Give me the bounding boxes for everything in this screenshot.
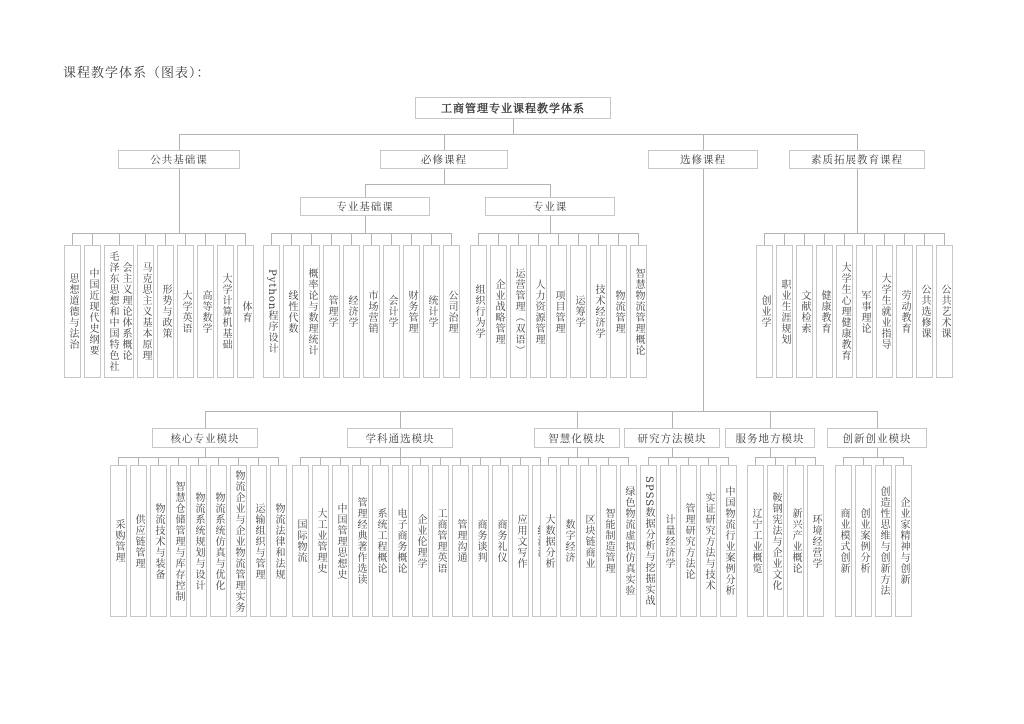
course-box: 采购管理 bbox=[110, 465, 127, 617]
connector-tick bbox=[588, 457, 589, 465]
course-item bbox=[403, 233, 420, 378]
course-box: 运营管理（双语） bbox=[510, 245, 527, 378]
course-item bbox=[512, 457, 529, 617]
course-box: 商务谈判 bbox=[472, 465, 489, 617]
connector-tick bbox=[340, 457, 341, 465]
connector-tick bbox=[784, 233, 785, 245]
course-item bbox=[700, 457, 717, 617]
course-item bbox=[197, 233, 214, 378]
course-item bbox=[363, 233, 380, 378]
connector-line bbox=[770, 411, 771, 428]
connector-tick bbox=[360, 457, 361, 465]
node-module-innovation: 创新创业模块 bbox=[827, 428, 927, 448]
course-item bbox=[640, 457, 657, 617]
node-module-general: 学科通选模块 bbox=[347, 428, 453, 448]
course-item bbox=[767, 457, 784, 617]
course-box: 经济学 bbox=[343, 245, 360, 378]
course-box: 大工业管理史 bbox=[312, 465, 329, 617]
course-item bbox=[432, 457, 449, 617]
connector-tick bbox=[520, 457, 521, 465]
group-pro-courses bbox=[470, 233, 647, 378]
course-box: 物流系统仿真与优化 bbox=[210, 465, 227, 617]
course-item bbox=[130, 457, 147, 617]
connector-tick bbox=[245, 233, 246, 245]
course-box: 统计学 bbox=[423, 245, 440, 378]
course-box: 智慧物流管理概论 bbox=[630, 245, 647, 378]
connector-line bbox=[365, 184, 366, 197]
connector-tick bbox=[371, 233, 372, 245]
course-item bbox=[660, 457, 677, 617]
connector-tick bbox=[498, 233, 499, 245]
course-item bbox=[875, 457, 892, 617]
course-box: 应用文写作 bbox=[512, 465, 529, 617]
course-item bbox=[190, 457, 207, 617]
connector-tick bbox=[864, 233, 865, 245]
course-item bbox=[110, 457, 127, 617]
course-item bbox=[610, 233, 627, 378]
course-item bbox=[84, 233, 101, 378]
connector-tick bbox=[648, 457, 649, 465]
course-box: 中国近现代史纲要 bbox=[84, 245, 101, 378]
course-item bbox=[835, 457, 852, 617]
course-box: 国际物流 bbox=[292, 465, 309, 617]
connector-line bbox=[179, 134, 858, 135]
connector-tick bbox=[205, 233, 206, 245]
connector-line bbox=[400, 411, 401, 428]
connector-tick bbox=[185, 233, 186, 245]
connector-tick bbox=[138, 457, 139, 465]
connector-line bbox=[672, 448, 673, 457]
connector-tick bbox=[688, 457, 689, 465]
course-box: 环境经营学 bbox=[807, 465, 824, 617]
connector-line bbox=[365, 184, 551, 185]
connector-tick bbox=[638, 233, 639, 245]
node-module-smart: 智慧化模块 bbox=[534, 428, 620, 448]
course-box: 高等数学 bbox=[197, 245, 214, 378]
course-item bbox=[620, 457, 637, 617]
connector-tick bbox=[165, 233, 166, 245]
course-item bbox=[237, 233, 254, 378]
connector-line bbox=[444, 169, 445, 184]
node-pro: 专业课 bbox=[485, 197, 615, 216]
connector-line bbox=[365, 216, 366, 233]
course-box: 数字经济 bbox=[560, 465, 577, 617]
course-box: 物流法律和法规 bbox=[270, 465, 287, 617]
connector-tick bbox=[300, 457, 301, 465]
connector-tick bbox=[92, 233, 93, 245]
course-item bbox=[816, 233, 833, 378]
connector-tick bbox=[271, 233, 272, 245]
course-box: 企业家精神与创新 bbox=[895, 465, 912, 617]
course-box: 大学生就业指导 bbox=[876, 245, 893, 378]
course-item bbox=[157, 233, 174, 378]
course-item bbox=[283, 233, 300, 378]
course-item bbox=[177, 233, 194, 378]
connector-tick bbox=[478, 233, 479, 245]
connector-tick bbox=[903, 457, 904, 465]
connector-line bbox=[577, 411, 578, 428]
course-box: 商务礼仪 bbox=[492, 465, 509, 617]
connector-tick bbox=[460, 457, 461, 465]
connector-tick bbox=[400, 457, 401, 465]
connector-line bbox=[577, 448, 578, 457]
connector-tick bbox=[311, 233, 312, 245]
course-item bbox=[747, 457, 764, 617]
node-pro-basic: 专业基础课 bbox=[300, 197, 430, 216]
connector-tick bbox=[844, 233, 845, 245]
course-box: 辽宁工业概览 bbox=[747, 465, 764, 617]
connector-tick bbox=[391, 233, 392, 245]
course-box: 职业生涯规划 bbox=[776, 245, 793, 378]
course-item bbox=[492, 457, 509, 617]
connector-tick bbox=[944, 233, 945, 245]
connector-line bbox=[205, 411, 878, 412]
course-box: 管理学 bbox=[323, 245, 340, 378]
node-module-research: 研究方法模块 bbox=[624, 428, 720, 448]
course-box: 思想道德与法治 bbox=[64, 245, 81, 378]
connector-line bbox=[444, 134, 445, 150]
course-box: 计量经济学 bbox=[660, 465, 677, 617]
group-pro-basic-courses bbox=[263, 233, 460, 378]
course-box: 财务管理 bbox=[403, 245, 420, 378]
course-box: Python程序设计 bbox=[263, 245, 280, 378]
course-box: 物流技术与装备 bbox=[150, 465, 167, 617]
connector-tick bbox=[258, 457, 259, 465]
course-box: SPSS数据分析与挖掘实战 bbox=[640, 465, 657, 617]
connector-tick bbox=[145, 233, 146, 245]
connector-tick bbox=[380, 457, 381, 465]
node-elective: 选修课程 bbox=[648, 150, 758, 169]
course-box: 劳动教育 bbox=[896, 245, 913, 378]
course-box: 电子商务概论 bbox=[392, 465, 409, 617]
group-innovation-module-courses bbox=[835, 457, 912, 617]
group-research-module-courses bbox=[640, 457, 737, 617]
connector-line bbox=[703, 169, 704, 411]
connector-tick bbox=[924, 233, 925, 245]
course-box: 大学生心理健康教育 bbox=[836, 245, 853, 378]
course-item bbox=[756, 233, 773, 378]
course-box: 管理经典著作选读 bbox=[352, 465, 369, 617]
connector-tick bbox=[764, 233, 765, 245]
course-box: 系统工程概论 bbox=[372, 465, 389, 617]
course-item bbox=[323, 233, 340, 378]
connector-line bbox=[857, 169, 858, 233]
group-public-basic-courses bbox=[64, 233, 254, 378]
course-item bbox=[303, 233, 320, 378]
course-box: 军事理论 bbox=[856, 245, 873, 378]
course-box: 公共艺术课 bbox=[936, 245, 953, 378]
connector-tick bbox=[578, 233, 579, 245]
connector-line bbox=[400, 448, 401, 457]
connector-line bbox=[205, 411, 206, 428]
course-item bbox=[630, 233, 647, 378]
course-item bbox=[936, 233, 953, 378]
connector-tick bbox=[218, 457, 219, 465]
group-smart-module-courses bbox=[540, 457, 637, 617]
connector-tick bbox=[884, 233, 885, 245]
connector-tick bbox=[278, 457, 279, 465]
course-box: 会计学 bbox=[383, 245, 400, 378]
course-box: 创造性思维与创新方法 bbox=[875, 465, 892, 617]
course-box: 物流系统规划与设计 bbox=[190, 465, 207, 617]
course-box: 绿色物流虚拟仿真实验 bbox=[620, 465, 637, 617]
connector-tick bbox=[500, 457, 501, 465]
course-box: 技术经济学 bbox=[590, 245, 607, 378]
course-box: 体育 bbox=[237, 245, 254, 378]
group-quality-courses bbox=[756, 233, 953, 378]
course-item bbox=[332, 457, 349, 617]
course-item bbox=[383, 233, 400, 378]
course-box: 物流管理 bbox=[610, 245, 627, 378]
course-box: 创业案例分析 bbox=[855, 465, 872, 617]
course-item bbox=[372, 457, 389, 617]
connector-tick bbox=[518, 233, 519, 245]
node-quality: 素质拓展教育课程 bbox=[789, 150, 925, 169]
course-item bbox=[855, 457, 872, 617]
group-general-module-courses bbox=[292, 457, 549, 617]
connector-tick bbox=[904, 233, 905, 245]
course-item bbox=[876, 233, 893, 378]
course-box: 运筹学 bbox=[570, 245, 587, 378]
course-box: 新兴产业概论 bbox=[787, 465, 804, 617]
connector-tick bbox=[198, 457, 199, 465]
connector-tick bbox=[668, 457, 669, 465]
course-box: 企业伦理学 bbox=[412, 465, 429, 617]
connector-tick bbox=[628, 457, 629, 465]
course-item bbox=[807, 457, 824, 617]
course-item bbox=[392, 457, 409, 617]
connector-line bbox=[857, 134, 858, 150]
course-box: 组织行为学 bbox=[470, 245, 487, 378]
course-item bbox=[170, 457, 187, 617]
course-item bbox=[720, 457, 737, 617]
connector-tick bbox=[618, 233, 619, 245]
connector-tick bbox=[558, 233, 559, 245]
connector-tick bbox=[119, 233, 120, 245]
course-box: 公司治理 bbox=[443, 245, 460, 378]
course-box: 公共选修课 bbox=[916, 245, 933, 378]
connector-tick bbox=[351, 233, 352, 245]
course-box: 形势与政策 bbox=[157, 245, 174, 378]
connector-tick bbox=[291, 233, 292, 245]
connector-tick bbox=[431, 233, 432, 245]
course-item bbox=[510, 233, 527, 378]
course-item bbox=[680, 457, 697, 617]
connector-line bbox=[703, 134, 704, 150]
connector-tick bbox=[728, 457, 729, 465]
connector-tick bbox=[178, 457, 179, 465]
connector-tick bbox=[824, 233, 825, 245]
course-box: 区块链商业 bbox=[580, 465, 597, 617]
course-item bbox=[452, 457, 469, 617]
connector-tick bbox=[158, 457, 159, 465]
course-item bbox=[64, 233, 81, 378]
course-item bbox=[472, 457, 489, 617]
course-item bbox=[796, 233, 813, 378]
course-item bbox=[312, 457, 329, 617]
course-item bbox=[550, 233, 567, 378]
node-module-local: 服务地方模块 bbox=[725, 428, 815, 448]
connector-line bbox=[877, 448, 878, 457]
course-item bbox=[210, 457, 227, 617]
page-title: 课程教学体系（图表）： bbox=[63, 66, 211, 81]
connector-tick bbox=[411, 233, 412, 245]
connector-line bbox=[877, 411, 878, 428]
course-box: 市场营销 bbox=[363, 245, 380, 378]
course-item bbox=[856, 233, 873, 378]
connector-tick bbox=[608, 457, 609, 465]
connector-tick bbox=[795, 457, 796, 465]
course-item bbox=[250, 457, 267, 617]
connector-tick bbox=[538, 233, 539, 245]
course-item bbox=[787, 457, 804, 617]
connector-tick bbox=[815, 457, 816, 465]
connector-tick bbox=[755, 457, 756, 465]
connector-line bbox=[550, 216, 551, 233]
connector-tick bbox=[775, 457, 776, 465]
course-item bbox=[836, 233, 853, 378]
connector-tick bbox=[883, 457, 884, 465]
course-box: 人力资源管理 bbox=[530, 245, 547, 378]
course-item bbox=[263, 233, 280, 378]
connector-tick bbox=[568, 457, 569, 465]
course-item bbox=[412, 457, 429, 617]
course-item bbox=[600, 457, 617, 617]
connector-tick bbox=[440, 457, 441, 465]
connector-tick bbox=[708, 457, 709, 465]
connector-tick bbox=[420, 457, 421, 465]
course-box: 中国管理思想史 bbox=[332, 465, 349, 617]
course-item bbox=[530, 233, 547, 378]
connector-line bbox=[770, 448, 771, 457]
course-item bbox=[895, 457, 912, 617]
node-module-core: 核心专业模块 bbox=[152, 428, 258, 448]
course-item bbox=[104, 233, 134, 378]
course-box: 工商管理英语 bbox=[432, 465, 449, 617]
course-item bbox=[490, 233, 507, 378]
course-box: 大学计算机基础 bbox=[217, 245, 234, 378]
course-item bbox=[352, 457, 369, 617]
connector-tick bbox=[238, 457, 239, 465]
connector-tick bbox=[480, 457, 481, 465]
connector-tick bbox=[598, 233, 599, 245]
course-box: 马克思主义基本原理 bbox=[137, 245, 154, 378]
connector-line bbox=[179, 169, 180, 233]
course-item bbox=[590, 233, 607, 378]
connector-tick bbox=[843, 457, 844, 465]
course-item bbox=[343, 233, 360, 378]
course-item bbox=[776, 233, 793, 378]
course-box: 健康教育 bbox=[816, 245, 833, 378]
course-item bbox=[580, 457, 597, 617]
course-box: 商业模式创新 bbox=[835, 465, 852, 617]
course-item bbox=[292, 457, 309, 617]
connector-line bbox=[672, 411, 673, 428]
course-item bbox=[570, 233, 587, 378]
connector-tick bbox=[72, 233, 73, 245]
connector-line bbox=[205, 448, 206, 457]
course-box: 运输组织与管理 bbox=[250, 465, 267, 617]
connector-tick bbox=[548, 457, 549, 465]
course-item bbox=[137, 233, 154, 378]
connector-line bbox=[550, 184, 551, 197]
course-box: 中国物流行业案例分析 bbox=[720, 465, 737, 617]
course-item bbox=[560, 457, 577, 617]
course-box: 创业学 bbox=[756, 245, 773, 378]
course-item bbox=[470, 233, 487, 378]
root-node: 工商管理专业课程教学体系 bbox=[415, 97, 611, 119]
node-required: 必修课程 bbox=[380, 150, 508, 169]
connector-tick bbox=[320, 457, 321, 465]
group-local-module-courses bbox=[747, 457, 824, 617]
course-item bbox=[270, 457, 287, 617]
course-box: 鞍钢宪法与企业文化 bbox=[767, 465, 784, 617]
course-item bbox=[916, 233, 933, 378]
course-box: 供应链管理 bbox=[130, 465, 147, 617]
connector-line bbox=[513, 119, 514, 134]
course-box: 大学英语 bbox=[177, 245, 194, 378]
course-box: 管理研究方法论 bbox=[680, 465, 697, 617]
course-box: 物流企业与企业物流管理实务 bbox=[230, 465, 247, 617]
course-box: 大数据分析 bbox=[540, 465, 557, 617]
course-box: 文献检索 bbox=[796, 245, 813, 378]
connector-tick bbox=[331, 233, 332, 245]
connector-tick bbox=[225, 233, 226, 245]
connector-tick bbox=[863, 457, 864, 465]
course-box: 实证研究方法与技术 bbox=[700, 465, 717, 617]
course-box: 管理沟通 bbox=[452, 465, 469, 617]
course-item bbox=[423, 233, 440, 378]
connector-tick bbox=[451, 233, 452, 245]
connector-tick bbox=[118, 457, 119, 465]
course-item bbox=[230, 457, 247, 617]
course-box: 项目管理 bbox=[550, 245, 567, 378]
connector-tick bbox=[804, 233, 805, 245]
course-box: 智能制造管理 bbox=[600, 465, 617, 617]
course-item bbox=[150, 457, 167, 617]
course-box: 企业战略管理 bbox=[490, 245, 507, 378]
course-box: 线性代数 bbox=[283, 245, 300, 378]
course-item bbox=[217, 233, 234, 378]
course-item bbox=[443, 233, 460, 378]
course-box: 概率论与数理统计 bbox=[303, 245, 320, 378]
group-core-module-courses bbox=[110, 457, 287, 617]
node-public-basic: 公共基础课 bbox=[118, 150, 240, 169]
course-box: 智慧仓储管理与库存控制 bbox=[170, 465, 187, 617]
course-item bbox=[540, 457, 557, 617]
connector-line bbox=[179, 134, 180, 150]
course-box: 毛泽东思想和中国特色社会主义理论体系概论 bbox=[104, 245, 134, 378]
course-item bbox=[896, 233, 913, 378]
